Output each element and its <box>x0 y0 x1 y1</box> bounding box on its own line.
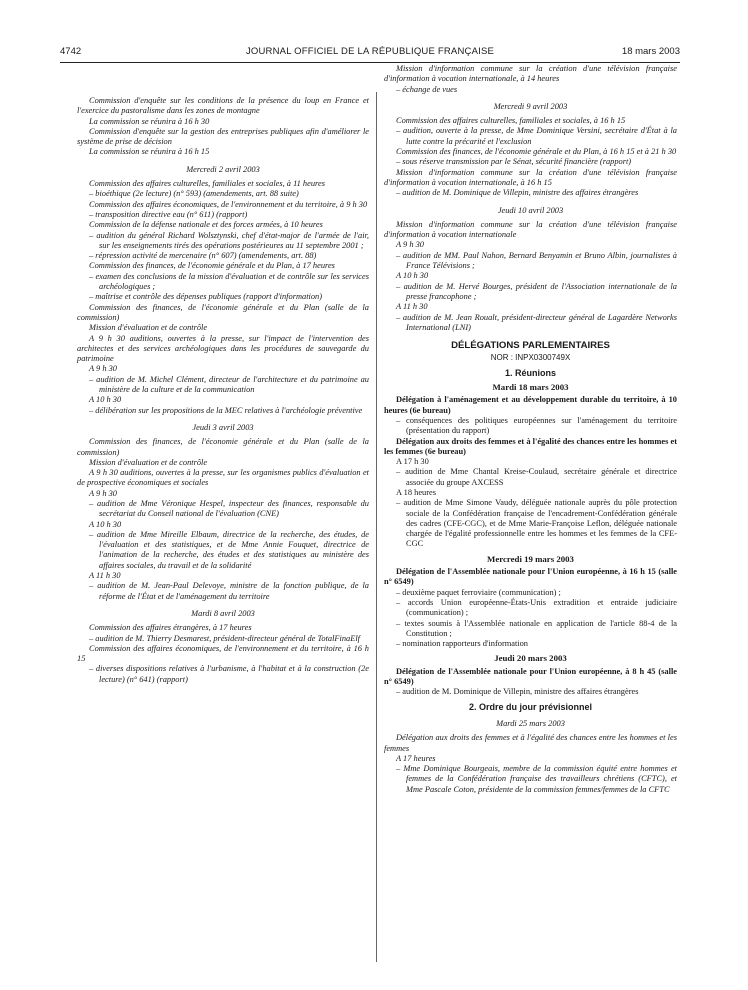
agenda-item: – audition de M. Jean Roualt, président-directeur général de Lagardère Networks International (LNI) <box>396 312 677 332</box>
body-paragraph: Mission d'information commune sur la création d'une télévision française d'information à vocation internationale <box>384 219 677 240</box>
body-paragraph: Commission des affaires culturelles, familiales et sociales, à 11 heures <box>89 179 325 189</box>
body-paragraph: Commission des finances, de l'économie générale et du Plan (salle de la commission) <box>77 437 369 457</box>
agenda-item: – transposition directive eau (n° 611) (rapport) <box>89 209 248 219</box>
agenda-item: – audition du général Richard Wolsztynski, chef d'état-major de l'armée de l'air, sur les enseignements tirés des opérations postérieures au 11 septembre 2001 ; <box>89 230 369 250</box>
agenda-item: – échange de vues <box>396 84 458 94</box>
agenda-item: – audition de Mme Simone Vaudy, déléguée nationale auprès du pôle protection sociale de la Confédération française de l'encadrement-Confédération générale des cadres (CFE-CGC), et de Mme Marie-Françoise Leflon, déléguée nationale chargée de l'égalité professionnelle entre les hommes et les femmes de la CFE-CGC <box>396 498 677 549</box>
time-line: A 10 h 30 <box>396 271 429 281</box>
time-line: A 17 heures <box>396 753 436 763</box>
agenda-item: – audition, ouverte à la presse, de Mme Dominique Versini, secrétaire d'État à la lutte contre la précarité et l'exclusion <box>396 126 677 146</box>
time-line: La commission se réunira à 16 h 15 <box>89 147 210 157</box>
time-line: A 10 h 30 <box>89 519 122 529</box>
time-line: A 9 h 30 <box>89 364 117 374</box>
body-paragraph: Commission d'enquête sur la gestion des entreprises publiques afin d'améliorer le système de prise de décision <box>77 126 369 147</box>
agenda-item: – conséquences des politiques européennes sur l'aménagement du territoire (présentation du rapport) <box>396 415 677 436</box>
column-divider <box>376 92 377 962</box>
section-title: DÉLÉGATIONS PARLEMENTAIRES <box>451 340 610 352</box>
agenda-item: – examen des conclusions de la mission d'évaluation et de contrôle sur les services archéologiques ; <box>89 271 369 292</box>
agenda-item: – maîtrise et contrôle des dépenses publiques (rapport d'information) <box>89 292 323 302</box>
agenda-item: – audition de Mme Chantal Kreise-Coulaud, secrétaire générale et directrice associée du groupe AXCESS <box>396 467 677 487</box>
body-paragraph: Commission des affaires économiques, de l'environnement et du territoire, à 9 h 30 <box>89 199 368 209</box>
page-header <box>60 46 680 60</box>
body-paragraph: A 9 h 30 auditions, ouvertes à la presse, sur les organismes publics d'évaluation et de prospective économiques et sociales <box>77 468 369 488</box>
body-paragraph: Délégation aux droits des femmes et à l'égalité des chances entre les hommes et les femmes <box>384 733 677 753</box>
body-paragraph: A 9 h 30 auditions, ouvertes à la presse, sur l'impact de l'intervention des architectes et des services archéologiques dans les procédures de sauvegarde du patrimoine <box>77 333 369 364</box>
agenda-item: – audition de MM. Paul Nahon, Bernard Benyamin et Bruno Albin, journalistes à France Télévisions ; <box>396 250 677 271</box>
date-heading: Mercredi 2 avril 2003 <box>186 164 260 174</box>
agenda-item: – Mme Dominique Bourgeais, membre de la commission équité entre hommes et femmes de la Confédération française des travailleurs chrétiens (CFTC), et Mme Pascale Coton, présidente de la commission femmes/femmes de la CFTC <box>396 764 677 794</box>
agenda-item: – audition de Mme Mireille Elbaum, directrice de la recherche, des études, de l'évaluation et des statistiques, et de Mme Annie Fouquet, directrice de l'animation de la recherche, des études et des statistiques au ministère des affaires sociales, du travail et de la solidarité <box>89 529 369 570</box>
body-paragraph: Commission de la défense nationale et des forces armées, à 10 heures <box>89 220 323 230</box>
date-heading: Jeudi 20 mars 2003 <box>494 653 567 664</box>
time-line: A 17 h 30 <box>396 457 429 467</box>
delegation-heading: Délégation de l'Assemblée nationale pour l'Union européenne, à 8 h 45 (salle n° 6549) <box>384 666 677 687</box>
body-paragraph: Mission d'évaluation et de contrôle <box>89 457 208 467</box>
page-number: 4742 <box>60 46 82 57</box>
agenda-item: – répression activité de mercenaire (n° 607) (amendements, art. 88) <box>89 251 317 261</box>
date-heading: Mercredi 9 avril 2003 <box>493 101 568 111</box>
agenda-item: – audition de Mme Véronique Hespel, inspecteur des finances, responsable du secrétariat du Conseil national de l'évaluation (CNE) <box>89 498 369 519</box>
body-paragraph: Commission des finances, de l'économie générale et du Plan (salle de la commission) <box>77 302 369 322</box>
time-line: A 9 h 30 <box>396 240 424 250</box>
time-line: La commission se réunira à 16 h 30 <box>89 116 210 126</box>
body-paragraph: Commission des affaires culturelles, familiales et sociales, à 16 h 15 <box>396 116 626 126</box>
body-paragraph: Mission d'évaluation et de contrôle <box>89 323 208 333</box>
agenda-item: – sous réserve transmission par le Sénat, sécurité financière (rapport) <box>396 157 632 167</box>
agenda-item: – textes soumis à l'Assemblée nationale en application de l'article 88-4 de la Constitution ; <box>396 618 677 638</box>
time-line: A 11 h 30 <box>89 571 121 581</box>
agenda-item: – audition de M. Hervé Bourges, président de l'Association internationale de la presse francophone ; <box>396 281 677 301</box>
agenda-item: – accords Union européenne-États-Unis extradition et entraide judiciaire (communication) ; <box>396 597 677 618</box>
body-paragraph: Commission d'enquête sur les conditions de la présence du loup en France et l'exercice du pastoralisme dans les zones de montagne <box>77 96 369 116</box>
agenda-item: – diverses dispositions relatives à l'urbanisme, à l'habitat et à la construction (2e lecture) (n° 641) (rapport) <box>89 664 369 684</box>
journal-title: JOURNAL OFFICIEL DE LA RÉPUBLIQUE FRANÇAISE <box>245 46 495 57</box>
body-paragraph: Commission des finances, de l'économie générale et du Plan, à 17 heures <box>89 261 335 271</box>
agenda-item: – deuxième paquet ferroviaire (communication) ; <box>396 587 561 597</box>
left-column <box>77 96 369 685</box>
subsection-title: 1. Réunions <box>504 367 556 378</box>
agenda-item: – audition de M. Thierry Desmarest, président-directeur général de TotalFinaElf <box>89 633 360 643</box>
body-paragraph: Commission des finances, de l'économie générale et du Plan, à 16 h 15 et à 21 h 30 <box>396 147 677 157</box>
time-line: A 18 heures <box>396 487 437 497</box>
agenda-item: – audition de M. Jean-Paul Delevoye, ministre de la fonction publique, de la réforme de l'État et de l'aménagement du territoire <box>89 581 369 601</box>
agenda-item: – nomination rapporteurs d'information <box>396 639 528 649</box>
agenda-item: – audition de M. Dominique de Villepin, ministre des affaires étrangères <box>396 687 639 697</box>
delegation-heading: Délégation à l'aménagement et au développement durable du territoire, à 10 heures (6e bureau) <box>384 395 677 415</box>
right-column <box>384 64 677 795</box>
date-heading: Mardi 8 avril 2003 <box>191 608 255 618</box>
date-heading: Mercredi 19 mars 2003 <box>487 553 574 564</box>
body-paragraph: Mission d'information commune sur la création d'une télévision française d'information à vocation internationale, à 14 heures <box>384 64 677 84</box>
nor-reference: NOR : INPX0300749X <box>490 353 571 363</box>
agenda-item: – audition de M. Michel Clément, directeur de l'architecture et du patrimoine au ministère de la culture et de la communication <box>89 374 369 395</box>
body-paragraph: Mission d'information commune sur la création d'une télévision française d'information à vocation internationale, à 16 h 15 <box>384 167 677 187</box>
time-line: A 10 h 30 <box>89 395 122 405</box>
date-heading: Jeudi 3 avril 2003 <box>192 422 254 432</box>
delegation-heading: Délégation de l'Assemblée nationale pour l'Union européenne, à 16 h 15 (salle n° 6549) <box>384 567 677 587</box>
time-line: A 11 h 30 <box>396 302 428 312</box>
date-heading: Mardi 25 mars 2003 <box>496 718 565 728</box>
subsection-title: 2. Ordre du jour prévisionnel <box>468 701 593 712</box>
agenda-item: – bioéthique (2e lecture) (n° 593) (amendements, art. 88 suite) <box>89 189 299 199</box>
body-paragraph: Commission des affaires étrangères, à 17 heures <box>89 623 252 633</box>
date-heading: Jeudi 10 avril 2003 <box>497 205 564 215</box>
issue-date: 18 mars 2003 <box>621 46 680 57</box>
header-rule <box>60 62 680 63</box>
body-paragraph: Commission des affaires économiques, de l'environnement et du territoire, à 16 h 15 <box>77 643 369 664</box>
agenda-item: – audition de M. Dominique de Villepin, ministre des affaires étrangères <box>396 188 639 198</box>
date-heading: Mardi 18 mars 2003 <box>492 382 569 393</box>
agenda-item: – délibération sur les propositions de la MEC relatives à l'archéologie préventive <box>89 405 363 415</box>
time-line: A 9 h 30 <box>89 488 117 498</box>
delegation-heading: Délégation aux droits des femmes et à l'égalité des chances entre les hommes et les femmes (6e bureau) <box>384 436 677 456</box>
